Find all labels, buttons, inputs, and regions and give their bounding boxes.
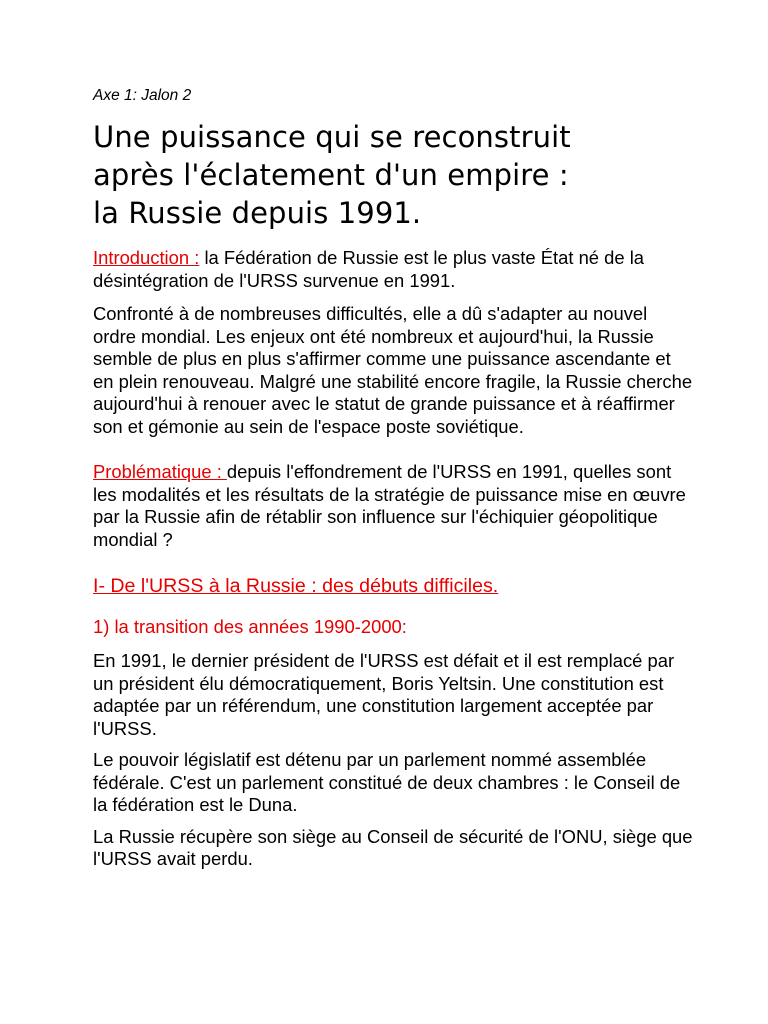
document-page (93, 86, 693, 871)
title-line: Une puissance qui se reconstruit (93, 120, 571, 154)
document-subtitle: Axe 1: Jalon 2 (93, 87, 192, 104)
introduction-label: Introduction : (93, 247, 200, 268)
body-paragraph: La Russie récupère son siège au Conseil de sécurité de l'ONU, siège que l'URSS avait perdu. (93, 825, 693, 869)
problematique-text: depuis l'effondrement de l'URSS en 1991, quelles sont les modalités et les résultats de la stratégie de puissance mise en œuvre par la Russie afin de rétablir son influence sur l'échiquier géopolitique mondial ? (93, 461, 686, 550)
introduction-text: la Fédération de Russie est le plus vaste État né de la désintégration de l'URSS survenue en 1991. (93, 247, 645, 291)
title-line: la Russie depuis 1991. (93, 196, 422, 230)
problematique-paragraph (93, 461, 693, 551)
introduction-paragraph (93, 247, 693, 292)
problematique-label: Problématique : (93, 461, 227, 482)
title-line: après l'éclatement d'un empire : (93, 158, 569, 192)
body-paragraph: Le pouvoir législatif est détenu par un parlement nommé assemblée fédérale. C'est un parlement constitué de deux chambres : le Conseil de la fédération est le Duna. (93, 749, 681, 815)
context-paragraph: Confronté à de nombreuses difficultés, elle a dû s'adapter au nouvel ordre mondial. Les enjeux ont été nombreux et aujourd'hui, la Russie semble de plus en plus s'affirmer comme une puissance ascendante et en plein renouveau. Malgré une stabilité encore fragile, la Russie cherche aujourd'hui à renouer avec le statut de grande puissance et à réaffirmer son et gémonie au sein de l'espace poste soviétique. (93, 303, 693, 437)
section-heading: I- De l'URSS à la Russie : des débuts difficiles. (93, 575, 499, 597)
subsection-heading: 1) la transition des années 1990-2000: (93, 616, 407, 637)
document-title (93, 118, 693, 232)
body-paragraph: En 1991, le dernier président de l'URSS est défait et il est remplacé par un président élu démocratiquement, Boris Yeltsin. Une constitution est adaptée par un référendum, une constitution largement acceptée par l'URSS. (93, 650, 675, 739)
